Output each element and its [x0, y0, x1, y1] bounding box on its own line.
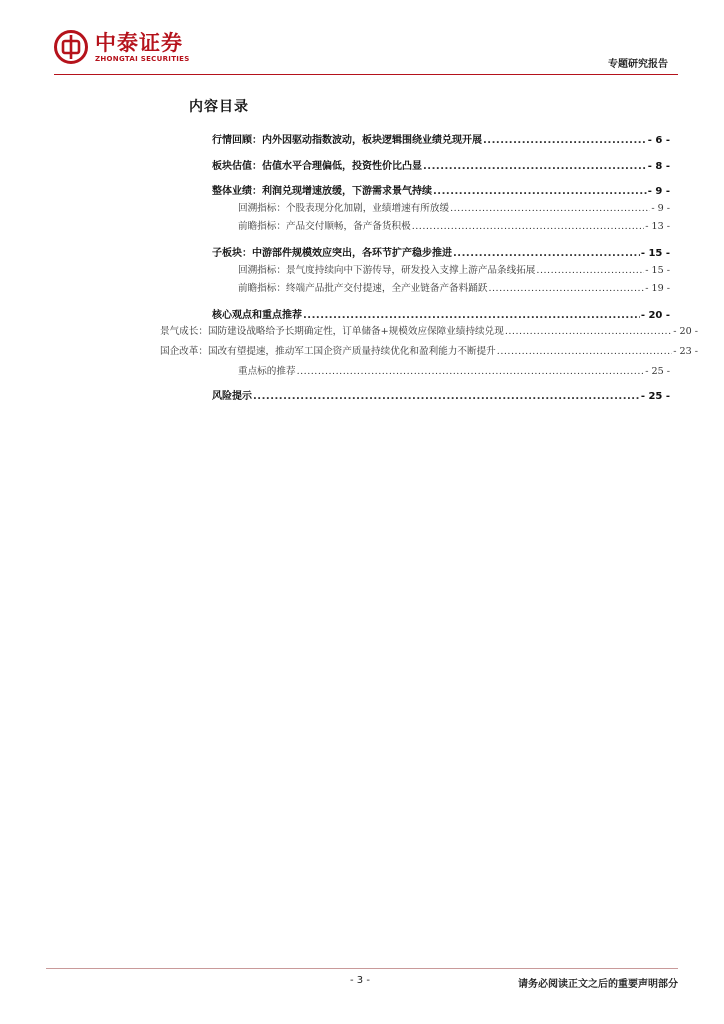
- toc-entry-page: - 20 -: [640, 310, 670, 321]
- page-number: - 3 -: [350, 975, 370, 986]
- toc-entry-page: - 15 -: [645, 265, 670, 276]
- toc-entry-page: - 20 -: [673, 326, 698, 337]
- logo-chinese-name: 中泰证券: [95, 30, 183, 55]
- toc-entry-page: - 23 -: [673, 346, 698, 357]
- toc-leader-dots: [453, 248, 640, 259]
- footer-divider: [46, 968, 678, 969]
- toc-leader-dots: [433, 186, 647, 197]
- toc-entry[interactable]: [238, 262, 670, 276]
- toc-leader-dots: [497, 346, 672, 357]
- toc-entry-text: 风险提示: [212, 391, 252, 402]
- toc-title: 内容目录: [189, 99, 249, 115]
- toc-entry-text: 板块估值：估值水平合理偏低，投资性价比凸显: [212, 161, 422, 172]
- toc-entry-text: 重点标的推荐: [238, 366, 296, 377]
- toc-entry[interactable]: [160, 323, 698, 337]
- toc-leader-dots: [483, 135, 647, 146]
- toc-entry-text: 回溯指标：个股表现分化加剧，业绩增速有所放缓: [238, 203, 450, 214]
- toc-leader-dots: [423, 161, 647, 172]
- toc-entry[interactable]: [212, 387, 670, 402]
- toc-entry-page: - 13 -: [645, 221, 670, 232]
- toc-entry[interactable]: [212, 182, 670, 197]
- report-type-label: 专题研究报告: [608, 59, 668, 70]
- toc-entry-page: - 19 -: [645, 283, 670, 294]
- toc-entry-page: - 9 -: [651, 203, 670, 214]
- toc-entry-text: 核心观点和重点推荐: [212, 310, 302, 321]
- toc-entry-page: - 25 -: [640, 391, 670, 402]
- toc-entry-text: 前瞻指标：终端产品批产交付提速，全产业链备产备料踊跃: [238, 283, 488, 294]
- toc-entry[interactable]: [238, 280, 670, 294]
- toc-entry-page: - 6 -: [647, 135, 670, 146]
- toc-leader-dots: [536, 265, 644, 276]
- logo-text: [95, 31, 190, 64]
- toc-entry-page: - 8 -: [647, 161, 670, 172]
- toc-entry[interactable]: [212, 157, 670, 172]
- toc-leader-dots: [488, 283, 644, 294]
- toc-entry[interactable]: [238, 200, 670, 214]
- toc-leader-dots: [303, 310, 640, 321]
- toc-entry-text: 景气成长：国防建设战略给予长期确定性，订单储备+规模效应保障业绩持续兑现: [160, 326, 504, 337]
- toc-leader-dots: [297, 366, 645, 377]
- toc-entry[interactable]: [160, 343, 698, 357]
- toc-entry-text: 回溯指标：景气度持续向中下游传导，研发投入支撑上游产品条线拓展: [238, 265, 536, 276]
- toc-entry[interactable]: [238, 218, 670, 232]
- toc-entry-text: 整体业绩：利润兑现增速放缓，下游需求景气持续: [212, 186, 432, 197]
- toc-entry-page: - 25 -: [645, 366, 670, 377]
- toc-entry-text: 前瞻指标：产品交付顺畅，备产备货积极: [238, 221, 411, 232]
- toc-entry-page: - 15 -: [640, 248, 670, 259]
- company-logo: [54, 30, 190, 64]
- zhongtai-logo-icon: [54, 30, 88, 64]
- toc-entry[interactable]: [238, 363, 670, 377]
- toc-entry-page: - 9 -: [647, 186, 670, 197]
- toc-entry-text: 国企改革：国改有望提速，推动军工国企资产质量持续优化和盈利能力不断提升: [160, 346, 496, 357]
- logo-english-name: ZHONGTAI SECURITIES: [95, 54, 190, 63]
- toc-entry[interactable]: [212, 306, 670, 321]
- toc-leader-dots: [253, 391, 640, 402]
- toc-leader-dots: [412, 221, 645, 232]
- toc-entry-text: 行情回顾：内外因驱动指数波动，板块逻辑围绕业绩兑现开展: [212, 135, 482, 146]
- toc-entry[interactable]: [212, 244, 670, 259]
- header-divider: [54, 74, 678, 75]
- toc-leader-dots: [505, 326, 672, 337]
- toc-entry[interactable]: [212, 131, 670, 146]
- footer-disclaimer: 请务必阅读正文之后的重要声明部分: [518, 979, 678, 990]
- toc-entry-text: 子板块：中游部件规模效应突出，各环节扩产稳步推进: [212, 248, 452, 259]
- toc-leader-dots: [450, 203, 650, 214]
